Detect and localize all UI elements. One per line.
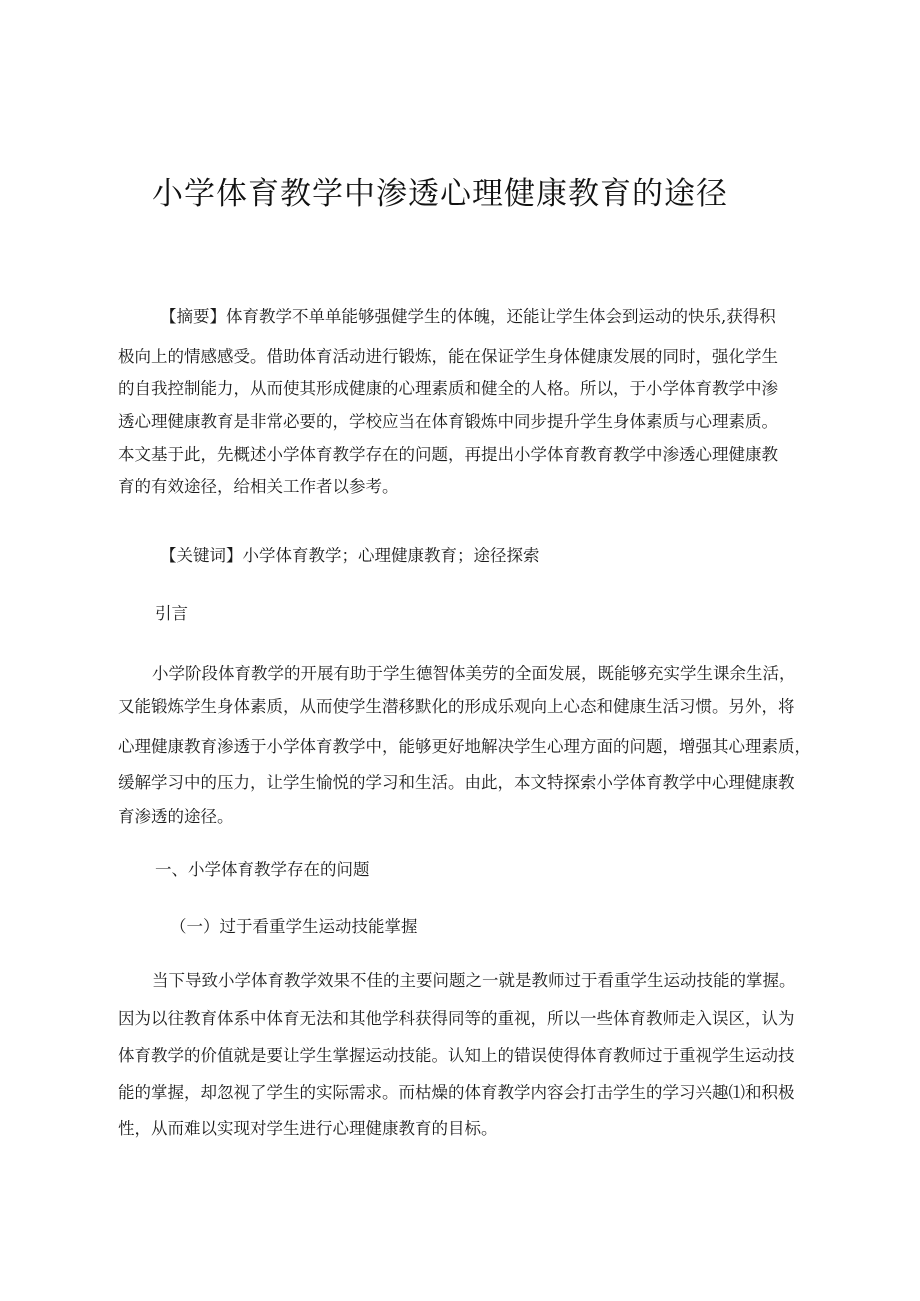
paragraph-line: 心理健康教育渗透于小学体育教学中，能够更好地解决学生心理方面的问题，增强其心理素质， (118, 737, 811, 756)
paragraph-line: 又能锻炼学生身体素质，从而使学生潜移默化的形成乐观向上心态和健康生活习惯。另外，将 (118, 697, 795, 716)
abstract-line: 的自我控制能力，从而使其形成健康的心理素质和健全的人格。所以，于小学体育教学中渗 (118, 379, 778, 398)
paragraph-line: 性，从而难以实现对学生进行心理健康教育的目标。 (118, 1119, 498, 1138)
abstract-line: 【摘要】体育教学不单单能够强健学生的体魄，还能让学生体会到运动的快乐,获得积 (160, 307, 776, 326)
section-heading: 一、小学体育教学存在的问题 (155, 860, 370, 879)
keywords: 【关键词】小学体育教学；心理健康教育；途径探索 (160, 546, 540, 565)
paragraph-line: 育渗透的途径。 (118, 807, 234, 826)
paragraph-line: 当下导致小学体育教学效果不佳的主要问题之一就是教师过于看重学生运动技能的掌握。 (152, 971, 796, 990)
abstract-line: 透心理健康教育是非常必要的，学校应当在体育锻炼中同步提升学生身体素质与心理素质。 (118, 412, 778, 431)
document-title: 小学体育教学中渗透心理健康教育的途径 (152, 176, 728, 212)
paragraph-line: 因为以往教育体系中体育无法和其他学科获得同等的重视，所以一些体育教师走入误区，认为 (118, 1009, 795, 1028)
paragraph-line: 缓解学习中的压力，让学生愉悦的学习和生活。由此，本文特探索小学体育教学中心理健康教 (118, 773, 795, 792)
abstract-line: 本文基于此，先概述小学体育教学存在的问题，再提出小学体育教育教学中渗透心理健康教 (118, 445, 778, 464)
paragraph-line: 能的掌握，却忽视了学生的实际需求。而枯燥的体育教学内容会打击学生的学习兴趣⑴和积极 (118, 1083, 795, 1102)
intro-heading: 引言 (155, 604, 188, 623)
paragraph-line: 体育教学的价值就是要让学生掌握运动技能。认知上的错误使得体育教师过于重视学生运动技 (118, 1046, 795, 1065)
subsection-heading: （一）过于看重学生运动技能掌握 (170, 917, 418, 936)
abstract-line: 极向上的情感感受。借助体育活动进行锻炼，能在保证学生身体健康发展的同时，强化学生 (118, 347, 778, 366)
abstract-line: 育的有效途径，给相关工作者以参考。 (118, 477, 399, 496)
paragraph-line: 小学阶段体育教学的开展有助于学生德智体美劳的全面发展，既能够充实学生课余生活， (152, 664, 796, 683)
